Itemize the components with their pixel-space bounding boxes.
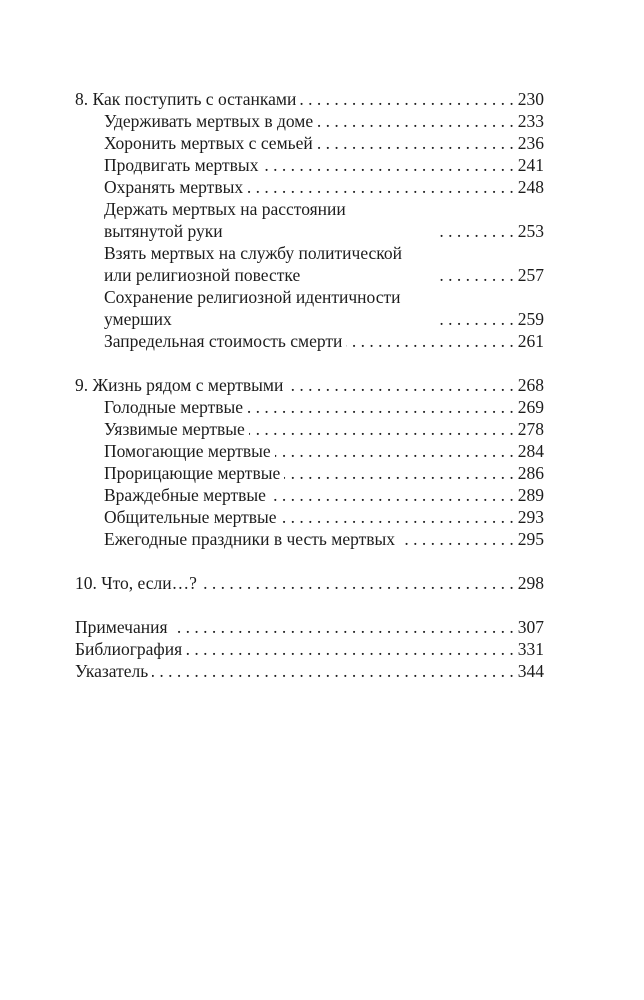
toc-back-matter-entry[interactable] [75,660,544,682]
toc-section-chapter-9 [75,374,544,550]
toc-entry-title: 8. Как поступить с останками [75,89,297,109]
toc-subentry[interactable] [75,528,544,550]
toc-entry-title: Уязвимые мертвые [104,419,245,439]
dot-leader [399,528,514,550]
toc-entry-page: 241 [517,155,544,175]
dot-leader [281,506,514,528]
toc-subentry[interactable] [75,132,544,154]
toc-entry-title-line1: Сохранение религиозной идентичности [104,287,401,307]
toc-entry-page: 230 [517,89,544,109]
dot-leader [438,220,514,242]
toc-chapter-entry[interactable] [75,572,544,594]
toc-entry-title: Указатель [75,661,149,681]
toc-entry-title: Охранять мертвых [104,177,244,197]
toc-subentry[interactable] [75,198,544,242]
dot-leader [247,396,514,418]
toc-entry-title: Библиография [75,639,183,659]
toc-subentry[interactable] [75,110,544,132]
toc-entry-title: Голодные мертвые [104,397,244,417]
toc-entry-page: 269 [517,397,544,417]
toc-entry-page: 286 [517,463,544,483]
toc-entry-title: Хоронить мертвых с семьей [104,133,313,153]
toc-entry-title: Враждебные мертвые [104,485,266,505]
dot-leader [317,132,514,154]
toc-entry-title [104,198,434,242]
toc-entry-page: 257 [517,265,544,285]
toc-entry-page: 259 [517,309,544,329]
dot-leader [438,308,514,330]
table-of-contents [75,88,544,682]
dot-leader [152,660,514,682]
toc-entry-page: 295 [517,529,544,549]
toc-section-chapter-10 [75,572,544,594]
toc-entry-page: 253 [517,221,544,241]
toc-entry-title: Продвигать мертвых [104,155,259,175]
toc-entry-page: 307 [517,617,544,637]
toc-subentry[interactable] [75,286,544,330]
toc-entry-page: 248 [517,177,544,197]
toc-subentry[interactable] [75,396,544,418]
dot-leader [275,440,514,462]
toc-entry-page: 278 [517,419,544,439]
toc-entry-title [104,286,434,330]
toc-entry-page: 289 [517,485,544,505]
dot-leader [300,88,513,110]
toc-subentry[interactable] [75,462,544,484]
toc-section-back-matter [75,616,544,682]
toc-entry-title: 10. Что, если…? [75,573,197,593]
toc-subentry[interactable] [75,154,544,176]
toc-entry-title: Примечания [75,617,168,637]
dot-leader [270,484,514,506]
toc-back-matter-entry[interactable] [75,638,544,660]
dot-leader [247,176,514,198]
toc-entry-page: 293 [517,507,544,527]
dot-leader [317,110,514,132]
toc-entry-page: 261 [517,331,544,351]
toc-entry-title: Общительные мертвые [104,507,277,527]
toc-entry-page: 344 [517,661,544,681]
toc-entry-title-line2: или религиозной повестке [104,265,301,285]
dot-leader [249,418,514,440]
toc-entry-title-line1: Держать мертвых на расстоянии [104,199,346,219]
toc-entry-page: 284 [517,441,544,461]
toc-chapter-entry[interactable] [75,88,544,110]
toc-entry-page: 236 [517,133,544,153]
dot-leader [346,330,513,352]
toc-entry-title: Ежегодные праздники в честь мертвых [104,529,396,549]
toc-subentry[interactable] [75,506,544,528]
toc-back-matter-entry[interactable] [75,616,544,638]
toc-entry-title [104,242,434,286]
toc-entry-title-line2: умерших [104,309,172,329]
toc-entry-page: 268 [517,375,544,395]
dot-leader [186,638,514,660]
toc-entry-page: 298 [517,573,544,593]
toc-subentry[interactable] [75,484,544,506]
toc-entry-page: 331 [517,639,544,659]
dot-leader [172,616,514,638]
dot-leader [262,154,513,176]
toc-entry-title: Удерживать мертвых в доме [104,111,314,131]
dot-leader [284,462,514,484]
toc-subentry[interactable] [75,242,544,286]
toc-entry-title-line2: вытянутой руки [104,221,223,241]
toc-section-chapter-8 [75,88,544,352]
toc-entry-title: 9. Жизнь рядом с мертвыми [75,375,284,395]
dot-leader [201,572,514,594]
toc-entry-title: Помогающие мертвые [104,441,271,461]
toc-subentry[interactable] [75,176,544,198]
toc-chapter-entry[interactable] [75,374,544,396]
toc-entry-page: 233 [517,111,544,131]
dot-leader [438,264,514,286]
dot-leader [287,374,513,396]
toc-entry-title: Запредельная стоимость смерти [104,331,343,351]
toc-subentry[interactable] [75,440,544,462]
toc-entry-title-line1: Взять мертвых на службу политической [104,243,403,263]
toc-subentry[interactable] [75,330,544,352]
toc-subentry[interactable] [75,418,544,440]
toc-entry-title: Прорицающие мертвые [104,463,281,483]
